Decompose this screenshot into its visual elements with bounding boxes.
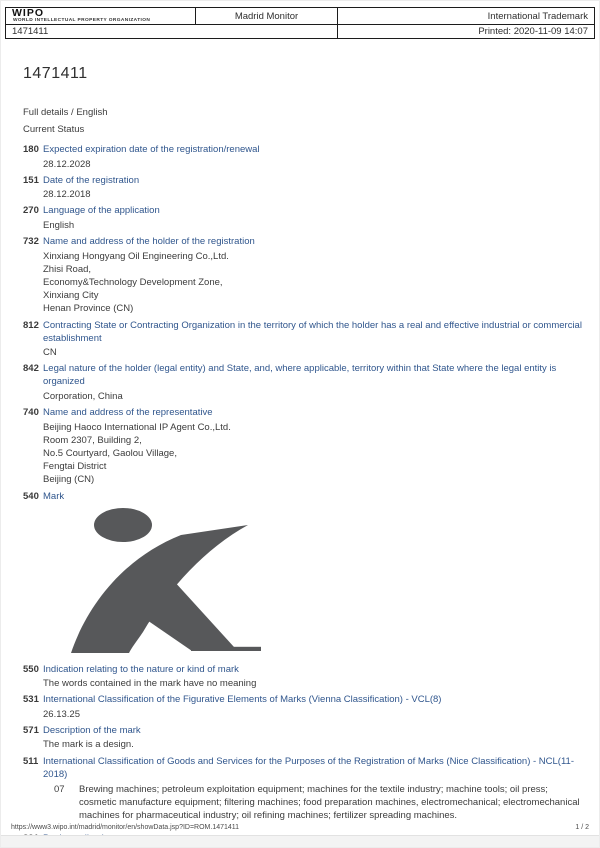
wipo-logo-title: WIPO	[12, 7, 44, 19]
figurative-mark-image	[71, 508, 266, 653]
representative-address-line: Room 2307, Building 2,	[43, 434, 142, 446]
field-value: CN	[43, 347, 57, 359]
field-code: 812	[23, 319, 39, 331]
header-table	[5, 7, 595, 39]
holder-address-line: Henan Province (CN)	[43, 303, 134, 315]
goods-services-text: Brewing machines; petroleum exploitation equipment; machines for the textile industry; machine tools; oil press; cosmetic manufacture equipment; filtering machines; food preparation machines, electromechanical; electromechanical machines for pharmaceutical industry; oil refining machines; fertilizer spreading machines.	[79, 783, 580, 822]
field-value: Corporation, China	[43, 390, 123, 402]
field-code: 550	[23, 663, 39, 675]
field-540	[23, 490, 587, 660]
nice-class-number: 07	[54, 783, 65, 795]
field-code: 151	[23, 174, 39, 186]
field-code: 511	[23, 755, 39, 767]
field-label: International Classification of the Figurative Elements of Marks (Vienna Classification) - VCL(8)	[43, 694, 442, 706]
header-printed-timestamp: Printed: 2020-11-09 14:07	[338, 25, 595, 39]
field-value: The words contained in the mark have no meaning	[43, 678, 257, 690]
field-value: 28.12.2018	[43, 189, 91, 201]
field-842	[23, 362, 587, 403]
goods-services-class	[54, 783, 587, 823]
representative-name: Beijing Haoco International IP Agent Co.,Ltd.	[43, 421, 231, 433]
header-doc-type: International Trademark	[338, 8, 595, 25]
field-571	[23, 724, 587, 752]
field-label: Mark	[43, 490, 65, 502]
print-footer	[11, 824, 589, 831]
field-label: Expected expiration date of the registration/renewal	[43, 144, 260, 155]
mark-head-shape	[94, 508, 152, 542]
page-title: 1471411	[23, 65, 88, 82]
field-code: 571	[23, 724, 39, 736]
fields-list	[23, 143, 587, 847]
field-value: English	[43, 219, 75, 231]
document-body	[1, 65, 599, 847]
field-label: Language of the application	[43, 205, 160, 217]
field-label: Contracting State or Contracting Organization in the territory of which the holder has a real and effective industrial or commercial establishment	[43, 319, 582, 344]
field-180	[23, 143, 587, 171]
holder-address-line: Xinxiang City	[43, 290, 99, 302]
details-language-label: Full details / English	[23, 107, 108, 118]
current-status-label: Current Status	[23, 124, 85, 135]
field-812	[23, 319, 587, 360]
field-code: 270	[23, 205, 39, 217]
field-code: 732	[23, 236, 39, 248]
field-label: Name and address of the representative	[43, 407, 213, 419]
field-label: International Classification of Goods and Services for the Purposes of the Registration of Marks (Nice Classification) - NCL(11-2018)	[43, 755, 574, 780]
field-value: 28.12.2028	[43, 158, 91, 170]
field-531	[23, 693, 587, 721]
field-550	[23, 663, 587, 691]
source-url: https://www3.wipo.int/madrid/monitor/en/showData.jsp?ID=ROM.1471411	[11, 824, 240, 831]
page-number: 1 / 2	[575, 824, 589, 831]
header-registration-number: 1471411	[6, 25, 338, 39]
window-bottom-edge	[1, 835, 599, 847]
field-label: Indication relating to the nature or kind of mark	[43, 663, 239, 675]
wipo-logo-subtitle: WORLD INTELLECTUAL PROPERTY ORGANIZATION	[13, 18, 151, 23]
field-label: Name and address of the holder of the registration	[43, 236, 255, 248]
field-732	[23, 235, 587, 316]
holder-address-line: Zhisi Road,	[43, 263, 92, 275]
field-code: 531	[23, 694, 39, 706]
wipo-logo	[6, 8, 196, 25]
field-270	[23, 204, 587, 232]
representative-address-line: Fengtai District	[43, 461, 107, 473]
representative-address-line: Beijing (CN)	[43, 474, 95, 486]
field-code: 842	[23, 363, 39, 375]
mark-foot-shape	[191, 646, 261, 650]
field-code: 540	[23, 490, 39, 502]
field-value: 26.13.25	[43, 708, 80, 720]
field-label: Description of the mark	[43, 724, 141, 736]
header-row-top	[6, 8, 595, 25]
holder-name: Xinxiang Hongyang Oil Engineering Co.,Ltd.	[43, 250, 229, 262]
field-label: Date of the registration	[43, 174, 140, 186]
field-740	[23, 406, 587, 487]
field-511	[23, 755, 587, 830]
holder-address-line: Economy&Technology Development Zone,	[43, 277, 223, 289]
field-code: 740	[23, 407, 39, 419]
field-code: 180	[23, 144, 39, 155]
field-value: The mark is a design.	[43, 739, 134, 751]
field-label: Legal nature of the holder (legal entity) and State, and, where applicable, territory within that State where the legal entity is organized	[43, 363, 557, 388]
representative-address-line: No.5 Courtyard, Gaolou Village,	[43, 447, 177, 459]
field-151	[23, 174, 587, 202]
header-row-bottom	[6, 25, 595, 39]
header-app-title: Madrid Monitor	[196, 8, 338, 25]
